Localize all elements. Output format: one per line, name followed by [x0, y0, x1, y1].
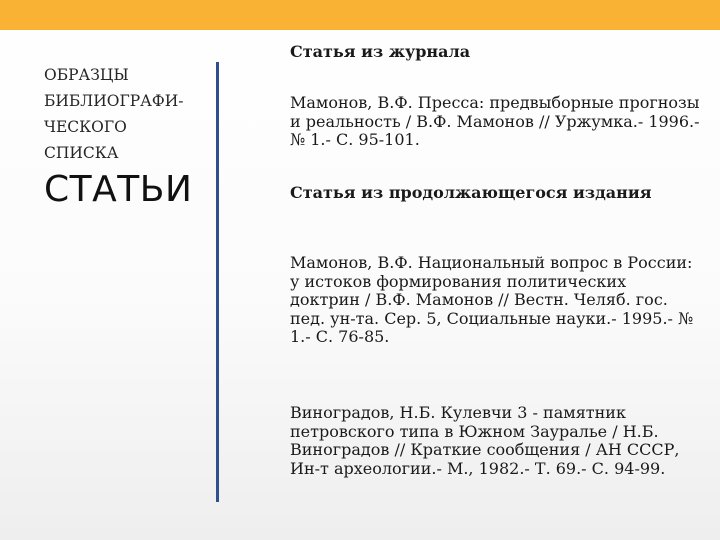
title-line-1: ОБРАЗЦЫ [44, 66, 129, 84]
journal-article-heading: Статья из журнала [290, 42, 471, 61]
slide-title [44, 62, 209, 166]
title-line-3: ЧЕСКОГО [44, 118, 127, 136]
section-heading-articles: СТАТЬИ [44, 169, 193, 210]
serial-article-entry-2: Виноградов, Н.Б. Кулевчи 3 - памятник петровского типа в Южном Зауралье / Н.Б. Виноградов // Краткие сообщения / АН СССР, Ин-т археологии.- М., 1982.- Т. 69.- С. 94-99. [290, 403, 680, 478]
serial-article-heading: Статья из продолжающегося издания [290, 183, 652, 202]
title-line-4: СПИСКА [44, 144, 119, 162]
serial-article-entry-1: Мамонов, В.Ф. Национальный вопрос в России: у истоков формирования политических доктрин / В.Ф. Мамонов // Вестн. Челяб. гос. пед. ун-та. Сер. 5, Социальные науки.- 1995.- № 1.- С. 76-85. [290, 253, 694, 346]
title-line-2: БИБЛИОГРАФИ- [44, 92, 184, 110]
journal-article-entry: Мамонов, В.Ф. Пресса: предвыборные прогнозы и реальность / В.Ф. Мамонов // Уржумка.- 1996.- № 1.- С. 95-101. [290, 93, 700, 149]
top-accent-bar [0, 0, 720, 30]
vertical-divider [216, 62, 219, 502]
